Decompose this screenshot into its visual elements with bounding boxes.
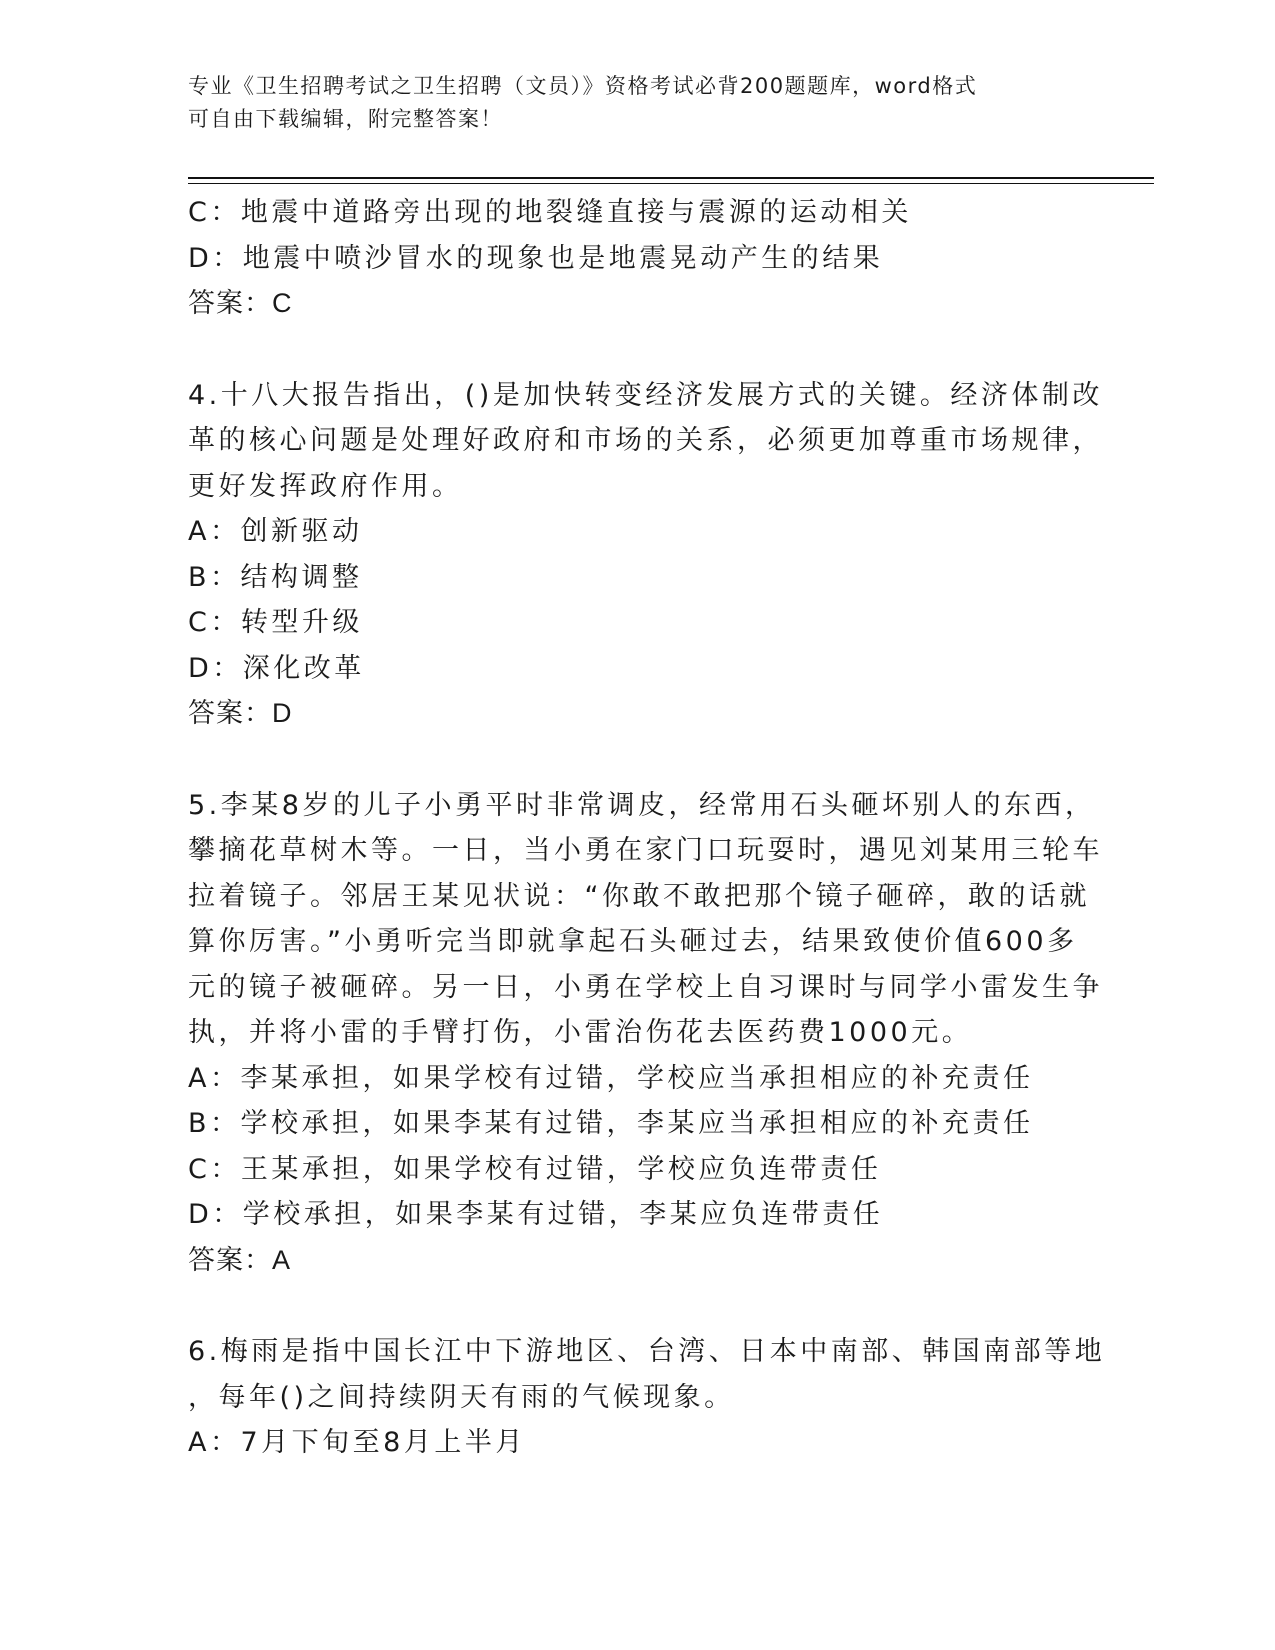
spacer <box>188 327 1068 373</box>
question-content <box>188 190 1106 1466</box>
document-header <box>188 70 1088 136</box>
question-stem-line: 拉着镜子。邻居王某见状说：“你敢不敢把那个镜子砸碎，敢的话就 <box>188 880 1090 912</box>
question-stem-line: ，每年()之间持续阴天有雨的气候现象。 <box>188 1381 735 1413</box>
option-d: D：深化改革 <box>188 652 365 684</box>
question-stem-line: 执，并将小雷的手臂打伤，小雷治伤花去医药费1000元。 <box>188 1017 973 1048</box>
question-stem-line: 攀摘花草树木等。一日，当小勇在家门口玩耍时，遇见刘某用三轮车 <box>188 835 1103 866</box>
header-divider-thick <box>188 177 1154 179</box>
question-3-block <box>188 190 1068 327</box>
option-c: C：地震中道路旁出现的地裂缝直接与震源的运动相关 <box>188 197 912 228</box>
question-stem-line: 革的核心问题是处理好政府和市场的关系，必须更加尊重市场规律， <box>188 425 1103 456</box>
question-6-block <box>188 1329 1106 1466</box>
header-line-1: 专业《卫生招聘考试之卫生招聘（文员）》资格考试必背200题题库，word格式 <box>188 74 978 98</box>
question-stem-line: 6.梅雨是指中国长江中下游地区、台湾、日本中南部、韩国南部等地 <box>188 1336 1106 1367</box>
question-stem-line: 4.十八大报告指出，()是加快转变经济发展方式的关键。经济体制改 <box>188 379 1103 411</box>
option-b: B：学校承担，如果李某有过错，李某应当承担相应的补充责任 <box>188 1108 1034 1139</box>
answer-label: 答案：C <box>188 288 293 318</box>
question-stem-line: 算你厉害。”小勇听完当即就拿起石头砸过去，结果致使价值600多 <box>188 926 1078 957</box>
question-4-block <box>188 373 1103 737</box>
option-b: B：结构调整 <box>188 561 363 593</box>
option-a: A：李某承担，如果学校有过错，学校应当承担相应的补充责任 <box>188 1062 1034 1094</box>
answer-label: 答案：A <box>188 1244 292 1275</box>
question-stem-line: 更好发挥政府作用。 <box>188 470 463 502</box>
question-stem-line: 元的镜子被砸碎。另一日，小勇在学校上自习课时与同学小雷发生争 <box>188 971 1103 1003</box>
question-stem-line: 5.李某8岁的儿子小勇平时非常调皮，经常用石头砸坏别人的东西， <box>188 789 1096 821</box>
option-d: D：地震中喷沙冒水的现象也是地震晃动产生的结果 <box>188 242 884 274</box>
spacer <box>188 1283 1068 1329</box>
answer-label: 答案：D <box>188 698 293 728</box>
header-line-2: 可自由下载编辑，附完整答案！ <box>188 107 503 131</box>
option-c: C：转型升级 <box>188 607 363 638</box>
option-d: D：学校承担，如果李某有过错，李某应负连带责任 <box>188 1199 884 1230</box>
spacer <box>188 737 1068 783</box>
option-a: A：7月下旬至8月上半月 <box>188 1427 526 1458</box>
header-divider-thin <box>188 183 1154 184</box>
option-a: A：创新驱动 <box>188 516 363 547</box>
question-5-block <box>188 783 1103 1284</box>
option-c: C：王某承担，如果学校有过错，学校应负连带责任 <box>188 1153 882 1185</box>
